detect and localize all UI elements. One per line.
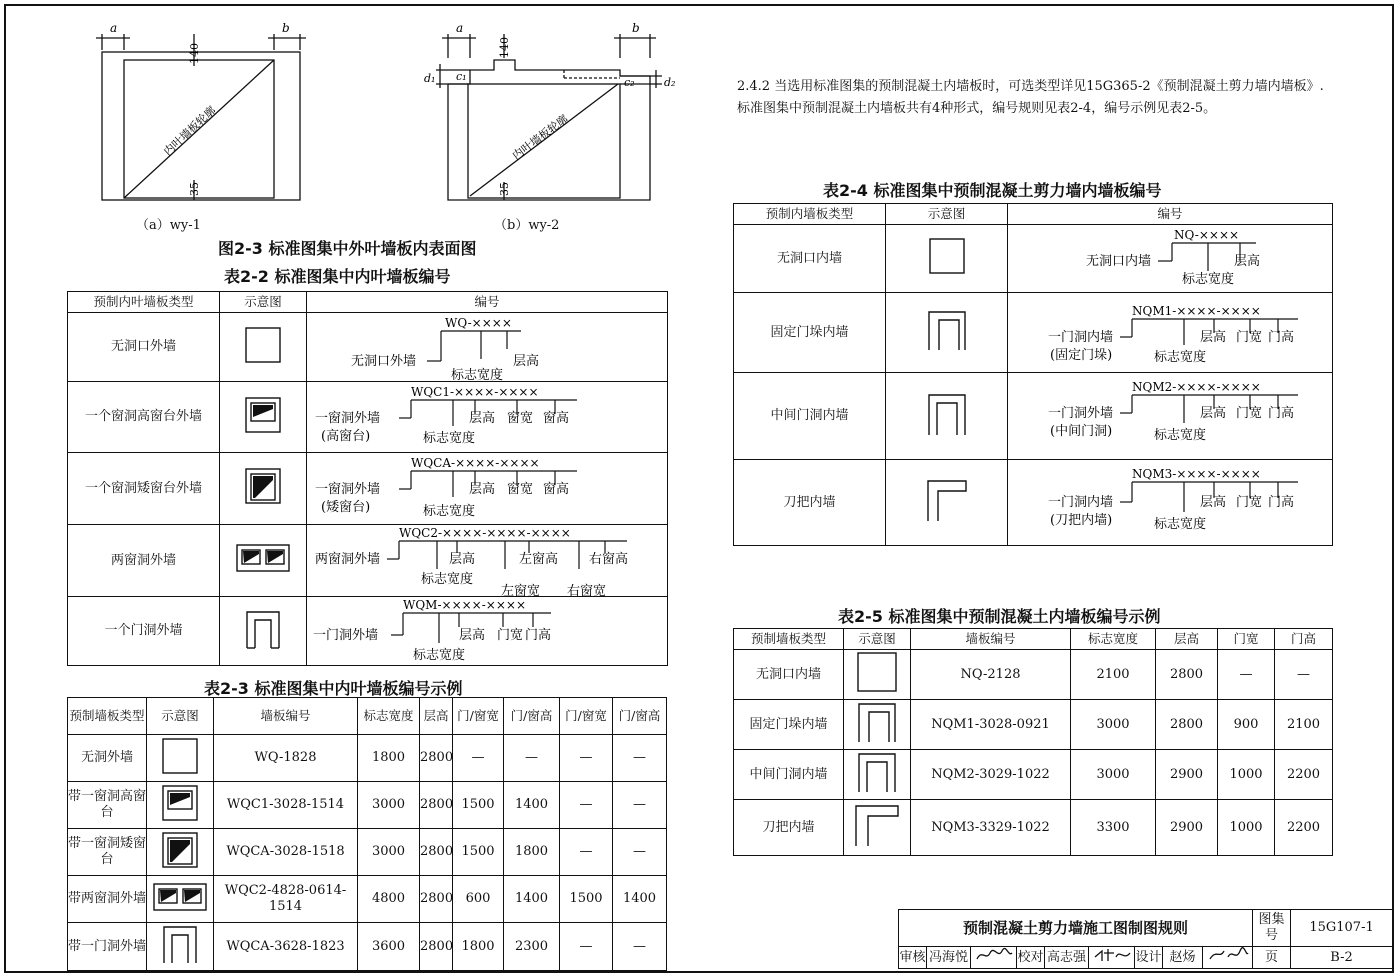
- t24-row3-code-pattern: NQM2-××××-××××: [1132, 380, 1261, 394]
- middle-door-wall-icon: [925, 391, 969, 437]
- table-2-5: [733, 628, 1333, 856]
- t22-row1-label-floor: 层高: [513, 354, 540, 369]
- wy2-dim-c2: c₂: [624, 76, 635, 89]
- wy2-diagonal-label: 内叶墙板轮廓: [509, 112, 571, 163]
- t23-h-floor: 层高: [420, 698, 453, 735]
- t24-row4-type: 刀把内墙: [734, 460, 886, 546]
- t22-header-code: 编号: [307, 292, 668, 313]
- t23-r3-floor: 2800: [420, 829, 453, 876]
- section-2-4-2-text: 2.4.2 当选用标准图集的预制混凝土内墙板时，可选类型详见15G365-2《预制混凝土剪力墙内墙板》. 标准图集中预制混凝土内墙板共有4种形式，编号规则见表2-4，编号示例见表2-5。: [737, 79, 1324, 116]
- t24-row2-diagram: [886, 293, 1008, 373]
- t25-r2-type: 固定门垛内墙: [734, 700, 844, 750]
- t22-row1-code-pattern: WQ-××××: [445, 316, 512, 330]
- wy2-dim-d2: d₂: [664, 76, 676, 89]
- t22-row1-type: 无洞口外墙: [68, 313, 220, 382]
- t23-r1-h2: —: [613, 735, 667, 782]
- t22-row5-label-floor: 层高: [459, 628, 486, 643]
- code-breakdown-diagram: [1008, 460, 1331, 546]
- t24-row4-diagram: [886, 460, 1008, 546]
- t23-r5-w2: —: [560, 923, 613, 971]
- t23-r3-width: 3000: [358, 829, 420, 876]
- checker-name: 高志强: [1045, 947, 1089, 969]
- high-window-wall-icon: [160, 783, 200, 823]
- t24-row2-label-h: 门高: [1268, 330, 1295, 345]
- t23-r2-h2: —: [613, 782, 667, 829]
- t22-row3-label-w: 窗宽: [507, 482, 534, 497]
- code-breakdown-diagram: [307, 597, 666, 666]
- page-number: B-2: [1291, 947, 1393, 969]
- t24-row2-label-floor: 层高: [1200, 330, 1227, 345]
- t24-row3-label-h: 门高: [1268, 406, 1295, 421]
- t24-row3-label-floor: 层高: [1200, 406, 1227, 421]
- t22-row4-label-lw: 左窗宽: [501, 584, 541, 597]
- design-label: 设计: [1135, 947, 1163, 969]
- t22-row5-code: [307, 597, 668, 666]
- t22-row4-code: [307, 525, 668, 597]
- code-breakdown-diagram: [307, 453, 666, 525]
- t24-row3-type: 中间门洞内墙: [734, 373, 886, 460]
- wy2-dim-bottom: 35: [498, 182, 511, 196]
- fixed-door-wall-icon: [925, 308, 969, 352]
- blank-wall-icon: [160, 736, 200, 776]
- t22-row3-label-width: 标志宽度: [423, 504, 476, 519]
- t24-row4-label-w: 门宽: [1236, 495, 1263, 510]
- t22-row2-type: 一个窗洞高窗台外墙: [68, 382, 220, 453]
- t22-row3-code-pattern: WQCA-××××-××××: [411, 456, 540, 470]
- t24-row4-desc: 一门洞内墙: [1048, 495, 1114, 510]
- t25-r2-diagram: [844, 700, 911, 750]
- t23-r5-diagram: [147, 923, 214, 971]
- t24-row3-diagram: [886, 373, 1008, 460]
- t23-h-diagram: 示意图: [147, 698, 214, 735]
- code-breakdown-diagram: [307, 525, 666, 597]
- t24-row1-label-floor: 层高: [1234, 254, 1261, 269]
- t22-row3-diagram: [220, 453, 307, 525]
- t22-row3-type: 一个窗洞矮窗台外墙: [68, 453, 220, 525]
- door-wall-icon: [243, 608, 283, 650]
- t22-row3-code: [307, 453, 668, 525]
- t23-r2-code: WQC1-3028-1514: [214, 782, 358, 829]
- t25-r3-floor: 2900: [1156, 750, 1218, 800]
- t25-r3-door-w: 1000: [1218, 750, 1275, 800]
- t25-r4-code: NQM3-3329-1022: [911, 800, 1071, 856]
- wy1-dim-top: 140: [188, 43, 201, 64]
- t23-r5-code: WQCA-3628-1823: [214, 923, 358, 971]
- t24-row2-type: 固定门垛内墙: [734, 293, 886, 373]
- designer-name: 赵炀: [1163, 947, 1203, 969]
- table-2-4-caption: 表2-4 标准图集中预制混凝土剪力墙内墙板编号: [823, 181, 1162, 200]
- t24-row3-code: [1008, 373, 1333, 460]
- t22-row2-desc: 一窗洞外墙: [315, 411, 381, 426]
- t23-r1-type: 无洞外墙: [68, 735, 147, 782]
- signature-icon: [1092, 947, 1132, 963]
- t24-row1-type: 无洞口内墙: [734, 225, 886, 293]
- t23-r3-w1: 1500: [453, 829, 504, 876]
- t23-r1-floor: 2800: [420, 735, 453, 782]
- two-window-wall-icon: [152, 882, 208, 912]
- signature-icon: [1206, 947, 1250, 963]
- t22-row1-desc: 无洞口外墙: [351, 354, 417, 369]
- t23-r1-w2: —: [560, 735, 613, 782]
- t23-h-w2: 门/窗宽: [560, 698, 613, 735]
- t24-row1-code-pattern: NQ-××××: [1174, 228, 1240, 242]
- t24-header-code: 编号: [1008, 204, 1333, 225]
- t25-h-diagram: 示意图: [844, 629, 911, 650]
- t25-r2-door-w: 900: [1218, 700, 1275, 750]
- wy1-dim-bottom: 35: [188, 182, 201, 196]
- t23-r4-type: 带两窗洞外墙: [68, 876, 147, 923]
- t23-r1-h1: —: [504, 735, 560, 782]
- t23-h-w1: 门/窗宽: [453, 698, 504, 735]
- t23-h-type: 预制墙板类型: [68, 698, 147, 735]
- t22-row2-label-floor: 层高: [469, 411, 496, 426]
- knife-handle-wall-icon: [852, 802, 902, 848]
- t24-row4-label-width: 标志宽度: [1154, 517, 1207, 532]
- t22-header-type: 预制内叶墙板类型: [68, 292, 220, 313]
- code-breakdown-diagram: [307, 313, 666, 382]
- middle-door-wall-icon: [855, 750, 899, 794]
- wy2-dim-d1: d₁: [424, 72, 436, 85]
- table-2-3: [67, 697, 667, 971]
- t25-r2-floor: 2800: [1156, 700, 1218, 750]
- blank-wall-icon: [855, 650, 899, 694]
- wy2-dim-top: 140: [498, 37, 511, 58]
- t22-row2-label-h: 窗高: [543, 411, 570, 426]
- door-wall-icon: [160, 923, 200, 965]
- t24-row3-label-w: 门宽: [1236, 406, 1263, 421]
- wy2-caption: （b）wy-2: [494, 218, 560, 233]
- page-label: 页: [1253, 947, 1291, 969]
- knife-handle-wall-icon: [924, 477, 970, 523]
- t25-r1-type: 无洞口内墙: [734, 650, 844, 700]
- table-2-2: [67, 291, 668, 666]
- t23-r4-code: WQC2-4828-0614-1514: [214, 876, 358, 923]
- t23-r1-w1: —: [453, 735, 504, 782]
- t23-r3-h1: 1800: [504, 829, 560, 876]
- t24-row4-code: [1008, 460, 1333, 546]
- t24-row2-label-width: 标志宽度: [1154, 350, 1207, 365]
- t23-r2-w1: 1500: [453, 782, 504, 829]
- t23-r5-type: 带一门洞外墙: [68, 923, 147, 971]
- code-breakdown-diagram: [307, 382, 666, 453]
- t22-row2-code-pattern: WQC1-××××-××××: [411, 385, 539, 399]
- high-window-wall-icon: [243, 395, 283, 435]
- t23-r1-diagram: [147, 735, 214, 782]
- t24-row2-desc2: (固定门垛): [1050, 348, 1113, 363]
- t22-row4-label-width: 标志宽度: [421, 572, 474, 587]
- atlas-number: 15G107-1: [1291, 910, 1393, 947]
- t25-r1-code: NQ-2128: [911, 650, 1071, 700]
- t25-r1-diagram: [844, 650, 911, 700]
- t22-row5-type: 一个门洞外墙: [68, 597, 220, 666]
- t23-r3-code: WQCA-3028-1518: [214, 829, 358, 876]
- t23-r2-h1: 1400: [504, 782, 560, 829]
- t22-row5-desc: 一门洞外墙: [313, 628, 379, 643]
- t23-r3-type: 带一窗洞矮窗台: [68, 829, 147, 876]
- t24-row4-code-pattern: NQM3-××××-××××: [1132, 467, 1261, 481]
- t25-r4-diagram: [844, 800, 911, 856]
- t22-row2-desc2: (高窗台): [321, 429, 371, 444]
- t23-r3-h2: —: [613, 829, 667, 876]
- t22-row3-desc: 一窗洞外墙: [315, 482, 381, 497]
- t22-row4-label-lh: 左窗高: [519, 552, 559, 567]
- t22-row4-desc: 两窗洞外墙: [315, 552, 381, 567]
- t22-row5-label-w: 门宽: [497, 628, 524, 643]
- t23-r5-h2: —: [613, 923, 667, 971]
- t23-h-width: 标志宽度: [358, 698, 420, 735]
- wy2-dim-c1: c₁: [456, 70, 467, 83]
- t23-r5-width: 3600: [358, 923, 420, 971]
- t23-r4-w1: 600: [453, 876, 504, 923]
- t23-r4-floor: 2800: [420, 876, 453, 923]
- t23-r4-h2: 1400: [613, 876, 667, 923]
- t25-h-door-h: 门高: [1275, 629, 1333, 650]
- table-2-3-caption: 表2-3 标准图集中内叶墙板编号示例: [204, 679, 463, 698]
- t23-r2-width: 3000: [358, 782, 420, 829]
- t23-r4-diagram: [147, 876, 214, 923]
- t25-r4-door-h: 2200: [1275, 800, 1333, 856]
- figure-2-3-caption: 图2-3 标准图集中外叶墙板内表面图: [218, 239, 477, 258]
- code-breakdown-diagram: [1008, 225, 1331, 293]
- t25-r2-code: NQM1-3028-0921: [911, 700, 1071, 750]
- t22-row4-diagram: [220, 525, 307, 597]
- t25-r3-width: 3000: [1071, 750, 1156, 800]
- t22-row2-diagram: [220, 382, 307, 453]
- t22-header-diagram: 示意图: [220, 292, 307, 313]
- wy1-dim-a: a: [110, 21, 118, 35]
- t23-r4-h1: 1400: [504, 876, 560, 923]
- t25-r4-type: 刀把内墙: [734, 800, 844, 856]
- t22-row5-label-width: 标志宽度: [413, 648, 466, 663]
- t25-r4-floor: 2900: [1156, 800, 1218, 856]
- t23-r5-h1: 2300: [504, 923, 560, 971]
- t23-h-h2: 门/窗高: [613, 698, 667, 735]
- t24-header-type: 预制内墙板类型: [734, 204, 886, 225]
- t24-row1-code: [1008, 225, 1333, 293]
- code-breakdown-diagram: [1008, 293, 1331, 373]
- reviewer-name: 冯海悦: [927, 947, 971, 969]
- t22-row3-label-h: 窗高: [543, 482, 570, 497]
- t22-row4-code-pattern: WQC2-××××-××××-××××: [399, 526, 571, 540]
- t24-row4-label-h: 门高: [1268, 495, 1295, 510]
- atlas-label: 图集号: [1253, 910, 1291, 947]
- t24-row3-label-width: 标志宽度: [1154, 428, 1207, 443]
- t24-row3-desc: 一门洞外墙: [1048, 406, 1114, 421]
- t23-r4-w2: 1500: [560, 876, 613, 923]
- t23-r4-width: 4800: [358, 876, 420, 923]
- table-2-5-caption: 表2-5 标准图集中预制混凝土内墙板编号示例: [838, 607, 1161, 626]
- blank-wall-icon: [927, 236, 967, 276]
- t25-r4-width: 3300: [1071, 800, 1156, 856]
- t25-r1-door-w: —: [1218, 650, 1275, 700]
- checker-signature: [1089, 947, 1135, 969]
- t22-row5-code-pattern: WQM-××××-××××: [403, 598, 527, 612]
- t23-r3-w2: —: [560, 829, 613, 876]
- t22-row5-label-h: 门高: [525, 628, 552, 643]
- drawing-title: 预制混凝土剪力墙施工图制图规则: [899, 910, 1253, 947]
- code-breakdown-diagram: [1008, 373, 1331, 460]
- t24-row2-label-w: 门宽: [1236, 330, 1263, 345]
- t24-row1-diagram: [886, 225, 1008, 293]
- wy1-diagonal-label: 内叶墙板轮廓: [161, 103, 219, 159]
- two-window-wall-icon: [235, 543, 291, 573]
- t24-row2-code-pattern: NQM1-××××-××××: [1132, 304, 1261, 318]
- t25-r3-type: 中间门洞内墙: [734, 750, 844, 800]
- t22-row3-desc2: (矮窗台): [321, 500, 371, 515]
- t24-row2-desc: 一门洞内墙: [1048, 330, 1114, 345]
- t22-row4-type: 两窗洞外墙: [68, 525, 220, 597]
- t25-h-code: 墙板编号: [911, 629, 1071, 650]
- t25-r1-width: 2100: [1071, 650, 1156, 700]
- fixed-door-wall-icon: [855, 700, 899, 744]
- t25-r1-door-h: —: [1275, 650, 1333, 700]
- t22-row4-label-rh: 右窗高: [589, 552, 629, 567]
- low-window-wall-icon: [243, 466, 283, 506]
- title-block: [898, 909, 1393, 969]
- wy2-dim-a: a: [456, 21, 464, 35]
- t25-h-type: 预制墙板类型: [734, 629, 844, 650]
- wy1-dim-b: b: [282, 21, 290, 35]
- t22-row1-diagram: [220, 313, 307, 382]
- t24-row4-desc2: (刀把内墙): [1050, 513, 1113, 528]
- t25-r3-door-h: 2200: [1275, 750, 1333, 800]
- t25-r2-door-h: 2100: [1275, 700, 1333, 750]
- t24-row1-desc: 无洞口内墙: [1086, 254, 1152, 269]
- t24-row4-label-floor: 层高: [1200, 495, 1227, 510]
- t25-h-door-w: 门宽: [1218, 629, 1275, 650]
- t23-r1-code: WQ-1828: [214, 735, 358, 782]
- t22-row4-label-floor: 层高: [449, 552, 476, 567]
- t23-r2-w2: —: [560, 782, 613, 829]
- t22-row2-code: [307, 382, 668, 453]
- t25-r3-code: NQM2-3029-1022: [911, 750, 1071, 800]
- t24-row2-code: [1008, 293, 1333, 373]
- t23-r1-width: 1800: [358, 735, 420, 782]
- t22-row1-label-width: 标志宽度: [451, 368, 504, 382]
- t22-row4-label-rw: 右窗宽: [567, 584, 607, 597]
- wy1-caption: （a）wy-1: [136, 218, 201, 233]
- t23-r2-floor: 2800: [420, 782, 453, 829]
- t22-row2-label-w: 窗宽: [507, 411, 534, 426]
- low-window-wall-icon: [160, 830, 200, 870]
- figure-2-3: [90, 14, 680, 239]
- t25-h-width: 标志宽度: [1071, 629, 1156, 650]
- t25-r3-diagram: [844, 750, 911, 800]
- t23-r2-type: 带一窗洞高窗台: [68, 782, 147, 829]
- t23-r5-floor: 2800: [420, 923, 453, 971]
- t25-r4-door-w: 1000: [1218, 800, 1275, 856]
- t23-r5-w1: 1800: [453, 923, 504, 971]
- designer-signature: [1203, 947, 1253, 969]
- t24-header-diagram: 示意图: [886, 204, 1008, 225]
- t22-row5-diagram: [220, 597, 307, 666]
- table-2-2-caption: 表2-2 标准图集中内叶墙板编号: [224, 267, 451, 286]
- signature-icon: [974, 947, 1014, 963]
- blank-wall-icon: [243, 325, 283, 365]
- t22-row1-code: [307, 313, 668, 382]
- wy2-dim-b: b: [632, 21, 640, 35]
- t23-h-h1: 门/窗高: [504, 698, 560, 735]
- table-2-4: [733, 203, 1333, 546]
- t23-r2-diagram: [147, 782, 214, 829]
- t25-h-floor: 层高: [1156, 629, 1218, 650]
- check-label: 校对: [1017, 947, 1045, 969]
- t23-r3-diagram: [147, 829, 214, 876]
- t24-row1-label-width: 标志宽度: [1182, 272, 1235, 287]
- t23-h-code: 墙板编号: [214, 698, 358, 735]
- review-label: 审核: [899, 947, 927, 969]
- reviewer-signature: [971, 947, 1017, 969]
- t25-r2-width: 3000: [1071, 700, 1156, 750]
- t22-row3-label-floor: 层高: [469, 482, 496, 497]
- t25-r1-floor: 2800: [1156, 650, 1218, 700]
- t24-row3-desc2: (中间门洞): [1050, 424, 1113, 439]
- t22-row2-label-width: 标志宽度: [423, 431, 476, 446]
